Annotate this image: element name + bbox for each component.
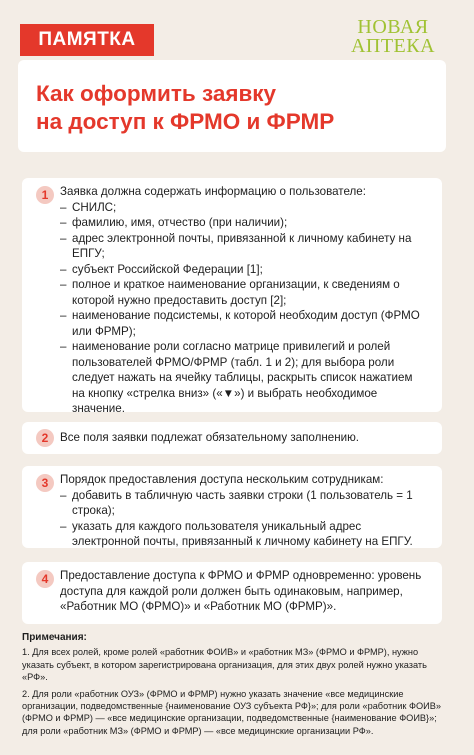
- brand-logo: [338, 18, 448, 56]
- logo-line-1: НОВАЯ: [357, 16, 429, 38]
- step-card-3: [22, 466, 442, 548]
- step-number-badge: 3: [36, 474, 54, 492]
- step-number-badge: 1: [36, 186, 54, 204]
- bullet-item: – указать для каждого пользователя уникальный адрес электронной почты, привязанный к личному кабинету на ЕПГУ.: [60, 519, 428, 550]
- title-line-2: на доступ к ФРМО и ФРМР: [36, 109, 335, 134]
- footnote-item: 2. Для роли «работник ОУЗ» (ФРМО и ФРМР) нужно указать значение «все медицинские организации, подведомственные {наименование ОУЗ субъекта РФ}»; для роли «работник ФОИВ» (ФРМО и ФРМР) — «все медицинские организации, подведомственные {наименование ФОИВ}»; для роли «работник МЗ» (ФРМО и ФРМР) — «все медицинские организации РФ».: [22, 688, 441, 736]
- step-body: [60, 568, 428, 615]
- step-bullet-list: [60, 200, 428, 417]
- step-text: Заявка должна содержать информацию о пользователе:: [60, 185, 366, 198]
- footnotes: [22, 632, 442, 741]
- step-number-badge: 4: [36, 570, 54, 588]
- step-body: [60, 430, 428, 446]
- bullet-item: – адрес электронной почты, привязанной к личному кабинету на ЕПГУ;: [60, 231, 428, 262]
- bullet-item: – фамилию, имя, отчество (при наличии);: [60, 215, 428, 231]
- step-number-badge: 2: [36, 429, 54, 447]
- bullet-item: – наименование роли согласно матрице привилегий и ролей пользователей ФРМО/ФРМР (табл. 1 и 2); для выбора роли следует нажать на ячейку таблицы, раскрыть список нажатием на кнопку «стрелка вниз» («▼») и выбрать необходимое значение.: [60, 339, 428, 417]
- step-card-4: [22, 562, 442, 624]
- page-title: [36, 80, 334, 136]
- step-text: Порядок предоставления доступа нескольким сотрудникам:: [60, 473, 384, 486]
- step-text: Все поля заявки подлежат обязательному заполнению.: [60, 431, 359, 444]
- step-bullet-list: [60, 488, 428, 550]
- title-line-1: Как оформить заявку: [36, 81, 277, 106]
- bullet-item: – наименование подсистемы, к которой необходим доступ (ФРМО или ФРМР);: [60, 308, 428, 339]
- step-text: Предоставление доступа к ФРМО и ФРМР одновременно: уровень доступа для каждой роли должен быть одинаковым, например, «Работник МО (ФРМО)» и «Работник МО (ФРМР)».: [60, 569, 422, 613]
- step-body: [60, 472, 428, 550]
- bullet-item: – субъект Российской Федерации [1];: [60, 262, 428, 278]
- bullet-item: – СНИЛС;: [60, 200, 428, 216]
- step-body: [60, 184, 428, 417]
- step-card-1: [22, 178, 442, 415]
- bullet-item: – добавить в табличную часть заявки строки (1 пользователь = 1 строка);: [60, 488, 428, 519]
- memo-tag: ПАМЯТКА: [20, 24, 154, 56]
- bullet-item: – полное и краткое наименование организации, к сведениям о которой нужно предоставить доступ [2];: [60, 277, 428, 308]
- footnote-item: 1. Для всех ролей, кроме ролей «работник ФОИВ» и «работник МЗ» (ФРМО и ФРМР), нужно указать субъект, в котором зарегистрирована организация, для этих двух ролей нужно указать «РФ».: [22, 647, 427, 683]
- logo-line-2: АПТЕКА: [350, 35, 436, 57]
- step-card-2: [22, 422, 442, 454]
- title-card: [18, 60, 446, 152]
- footnotes-title: Примечания:: [22, 632, 87, 643]
